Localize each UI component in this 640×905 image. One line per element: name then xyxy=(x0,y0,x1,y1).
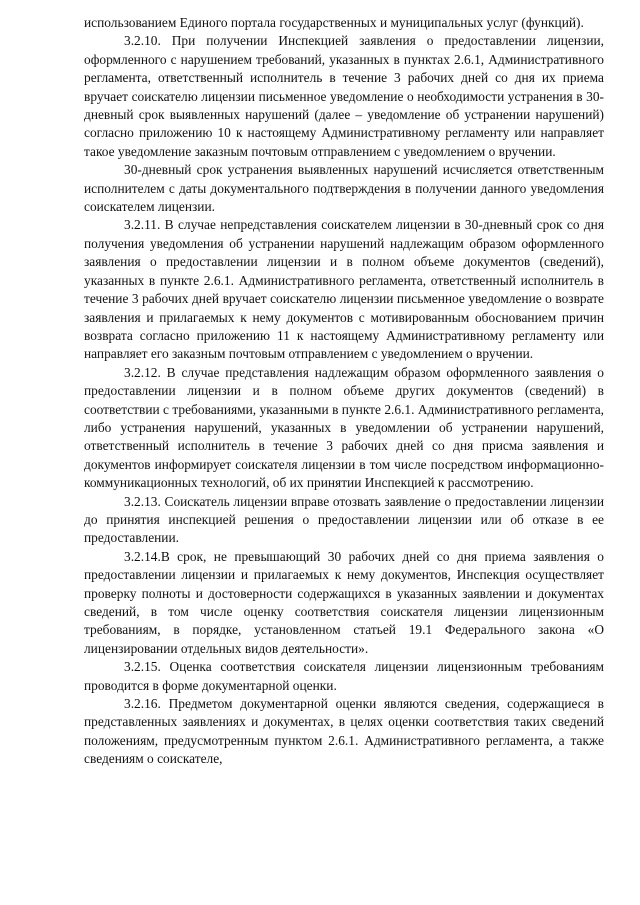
paragraph-3-2-15: 3.2.15. Оценка соответствия соискателя лицензии лицензионным требованиям проводится в форме документарной оценки. xyxy=(84,659,604,693)
paragraph-30-day-term: 30-дневный срок устранения выявленных нарушений исчисляется ответственным исполнителем с даты документального подтверждения в получении данного уведомления соискателем лицензии. xyxy=(84,162,604,215)
paragraph-3-2-16: 3.2.16. Предметом документарной оценки являются сведения, содержащиеся в представленных заявлениях и документах, в целях оценки соответствия таких сведений положениям, предусмотренным пунктом 2.6.1. Административного регламента, а также сведениям о соискателе, xyxy=(84,696,604,767)
document-page xyxy=(84,14,604,769)
paragraph-3-2-13: 3.2.13. Соискатель лицензии вправе отозвать заявление о предоставлении лицензии до принятия инспекцией решения о предоставлении лицензии или об отказе в ее предоставлении. xyxy=(84,493,604,546)
paragraph-3-2-11: 3.2.11. В случае непредставления соискателем лицензии в 30-дневный срок со дня получения уведомления об устранении нарушений надлежащим образом оформленного заявления о предоставлении лицензии и в полном объеме документов (сведений), указанных в пункте 2.6.1. Административного регламента, ответственный исполнитель в течение 3 рабочих дней вручает соискателю лицензии письменное уведомление о возврате заявления и прилагаемых к нему документов с мотивированным обоснованием причин возврата согласно приложению 11 к настоящему Административному регламенту или направляет его заказным почтовым отправлением с уведомлением о вручении. xyxy=(84,217,604,362)
paragraph-3-2-12: 3.2.12. В случае представления надлежащим образом оформленного заявления о предоставлении лицензии и в полном объеме других документов (сведений) в соответствии с требованиями, указанными в пункте 2.6.1. Административного регламента, либо устранения нарушений, указанных в уведомлении об устранении нарушений, ответственный исполнитель в течение 3 рабочих дней со дня присма заявления и документов информирует соискателя лицензии в том числе посредством информационно-коммуникационных технологий, об их принятии Инспекцией к рассмотрению. xyxy=(84,364,604,491)
paragraph-3-2-10: 3.2.10. При получении Инспекцией заявления о предоставлении лицензии, оформленного с нарушением требований, указанных в пунктах 2.6.1, Административного регламента, ответственный исполнитель в течение 3 рабочих дней со дня их приема вручает соискателю лицензии письменное уведомление о необходимости устранения в 30-дневный срок выявленных нарушений (далее – уведомление об устранении нарушений) согласно приложению 10 к настоящему Административному регламенту или направляет такое уведомление заказным почтовым отправлением с уведомлением о вручении. xyxy=(84,33,604,159)
paragraph-3-2-14: 3.2.14.В срок, не превышающий 30 рабочих дней со дня приема заявления о предоставлении лицензии и прилагаемых к нему документов, Инспекция осуществляет проверку полноты и достоверности содержащихся в указанных заявлении и документах сведений, в том числе оценку соответствия соискателя лицензии лицензионным требованиям, в порядке, установленном статьей 19.1 Федерального закона «О лицензировании отдельных видов деятельности». xyxy=(84,548,604,656)
paragraph-continuation: использованием Единого портала государственных и муниципальных услуг (функций). xyxy=(84,15,584,30)
